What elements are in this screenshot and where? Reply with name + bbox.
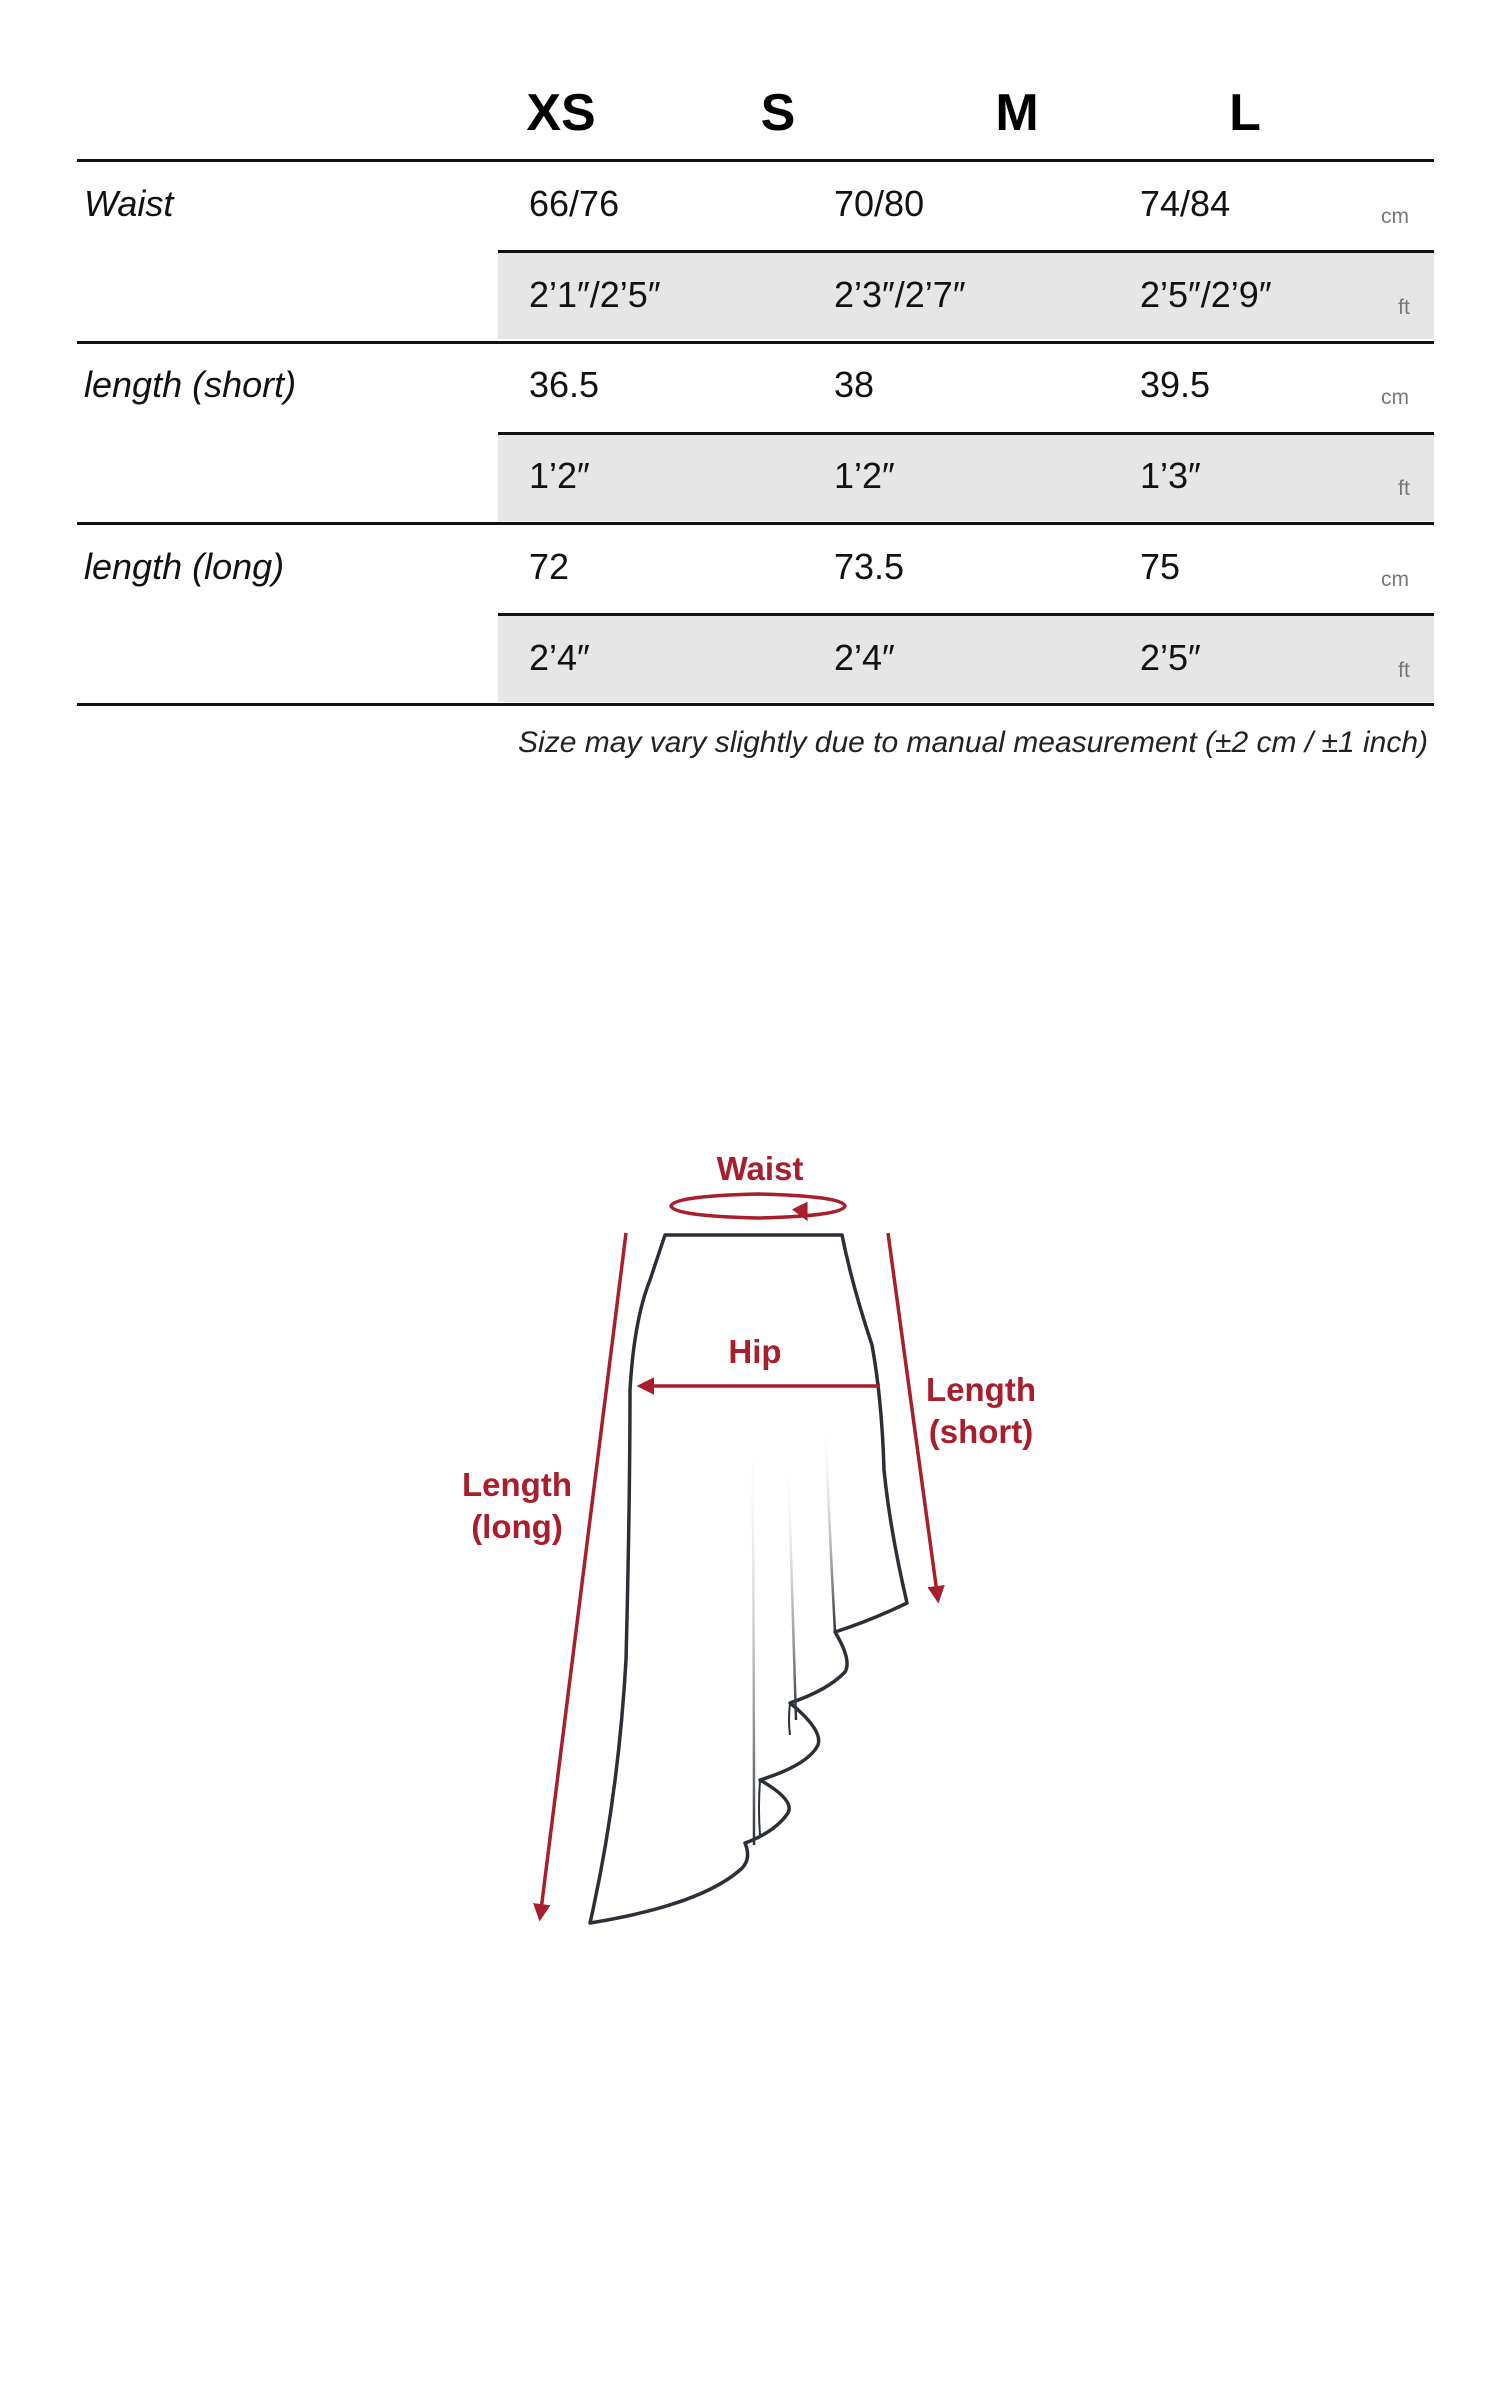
unit-cm: cm — [1381, 386, 1409, 409]
diagram-label-waist: Waist — [716, 1150, 804, 1187]
unit-ft: ft — [1398, 659, 1410, 682]
cell-length-long-xs-ft: 2’4″ — [529, 637, 590, 678]
cell-waist-m-cm: 74/84 — [1140, 183, 1231, 224]
measurement-note: Size may vary slightly due to manual measurement (±2 cm / ±1 inch) — [518, 726, 1428, 759]
unit-cm: cm — [1381, 568, 1409, 591]
waist-arrow — [671, 1194, 845, 1218]
row-label-length-short: length (short) — [84, 364, 297, 405]
cell-length-short-xs-ft: 1’2″ — [529, 455, 590, 496]
unit-ft: ft — [1398, 477, 1410, 500]
diagram-label-length-short — [916, 1369, 1046, 1453]
cell-length-short-xs-cm: 36.5 — [529, 364, 600, 405]
cell-length-short-s-ft: 1’2″ — [834, 455, 895, 496]
cell-waist-xs-cm: 66/76 — [529, 183, 620, 224]
cell-length-short-m-cm: 39.5 — [1140, 364, 1211, 405]
unit-cm: cm — [1381, 205, 1409, 228]
cell-length-short-s-cm: 38 — [834, 364, 875, 405]
row-label-waist: Waist — [84, 183, 174, 224]
cell-waist-s-cm: 70/80 — [834, 183, 925, 224]
cell-length-long-m-ft: 2’5″ — [1140, 637, 1201, 678]
diagram-label-length-long — [452, 1464, 582, 1548]
skirt-fold — [789, 1703, 790, 1735]
size-header-m: M — [995, 84, 1039, 142]
diagram-label-hip: Hip — [728, 1333, 782, 1370]
size-header-l: L — [1229, 84, 1261, 142]
cell-length-long-m-cm: 75 — [1140, 546, 1181, 587]
diagram-label-length-short-line2: (short) — [928, 1413, 1034, 1450]
cell-waist-s-ft: 2’3″/2’7″ — [834, 274, 966, 315]
size-header-s: S — [760, 84, 796, 142]
unit-ft: ft — [1398, 296, 1410, 319]
diagram-label-length-long-line1: Length — [462, 1466, 572, 1503]
cell-length-long-s-cm: 73.5 — [834, 546, 905, 587]
cell-length-long-xs-cm: 72 — [529, 546, 570, 587]
cell-waist-xs-ft: 2’1″/2’5″ — [529, 274, 661, 315]
row-label-length-long: length (long) — [84, 546, 285, 587]
skirt-fold — [759, 1780, 760, 1835]
diagram-label-length-short-line1: Length — [926, 1371, 1036, 1408]
cell-length-short-m-ft: 1’3″ — [1140, 455, 1201, 496]
cell-waist-m-ft: 2’5″/2’9″ — [1140, 274, 1272, 315]
diagram-label-length-long-line2: (long) — [471, 1508, 563, 1545]
size-header-xs: XS — [526, 84, 596, 142]
cell-length-long-s-ft: 2’4″ — [834, 637, 895, 678]
